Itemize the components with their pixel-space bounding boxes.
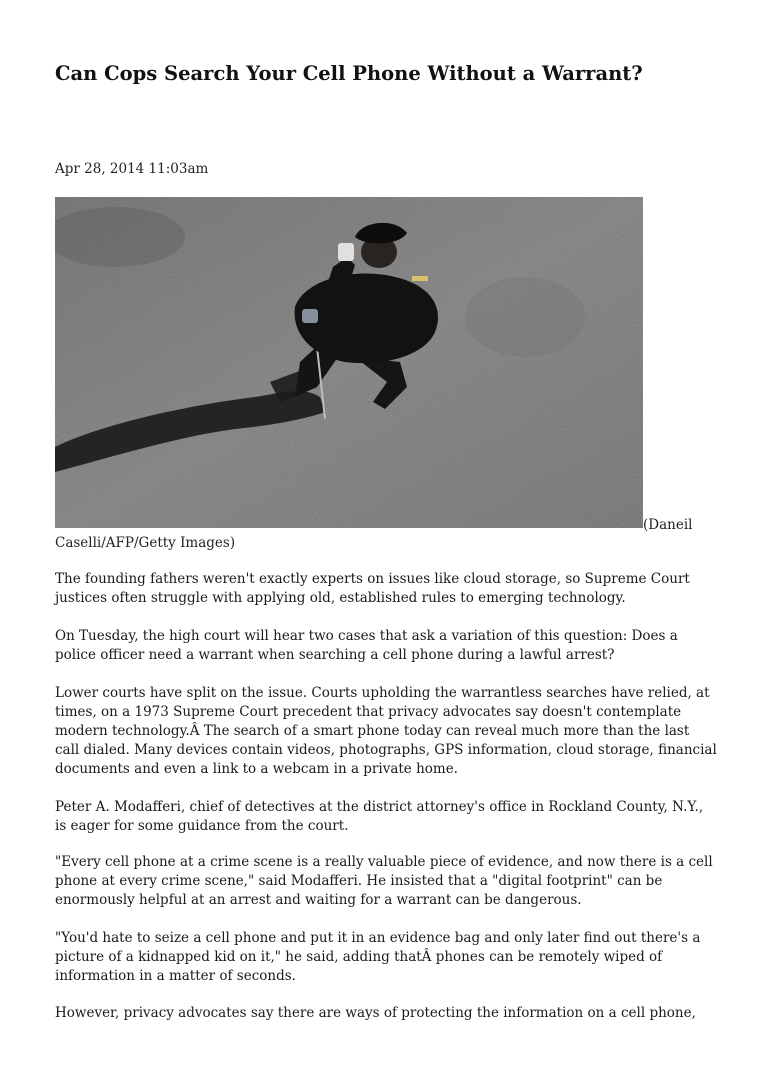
- photo-credit-line1: (Daneil: [643, 517, 693, 533]
- article-date: Apr 28, 2014 11:03am: [55, 161, 209, 177]
- paragraph: Lower courts have split on the issue. Courts upholding the warrantless searches have relied, at times, on a 1973 Supreme Court precedent that privacy advocates say doesn't contemplate modern technology.Â The search of a smart phone today can reveal much more than the last call dialed. Many devices contain videos, photographs, GPS information, cloud storage, financial documents and even a link to a webcam in a private home.: [55, 685, 717, 777]
- article-title: Can Cops Search Your Cell Phone Without a Warrant?: [55, 62, 643, 85]
- article-photo: [55, 197, 643, 528]
- paragraph: Peter A. Modafferi, chief of detectives at the district attorney's office in Rockland County, N.Y., is eager for some guidance from the court.: [55, 799, 704, 834]
- paragraph: However, privacy advocates say there are ways of protecting the information on a cell phone,: [55, 1005, 696, 1021]
- paragraph: On Tuesday, the high court will hear two cases that ask a variation of this question: Does a police officer need a warrant when searching a cell phone during a lawful arrest?: [55, 628, 678, 663]
- paragraph: "Every cell phone at a crime scene is a really valuable piece of evidence, and now there is a cell phone at every crime scene," said Modafferi. He insisted that a "digital footprint" can be enormously helpful at an arrest and waiting for a warrant can be dangerous.: [55, 854, 713, 908]
- paragraph: "You'd hate to seize a cell phone and put it in an evidence bag and only later find out there's a picture of a kidnapped kid on it," he said, adding thatÂ phones can be remotely wiped of information in a matter of seconds.: [55, 930, 701, 984]
- paragraph: The founding fathers weren't exactly experts on issues like cloud storage, so Supreme Court justices often struggle with applying old, established rules to emerging technology.: [55, 571, 690, 606]
- photo-credit-line2: Caselli/AFP/Getty Images): [55, 535, 236, 551]
